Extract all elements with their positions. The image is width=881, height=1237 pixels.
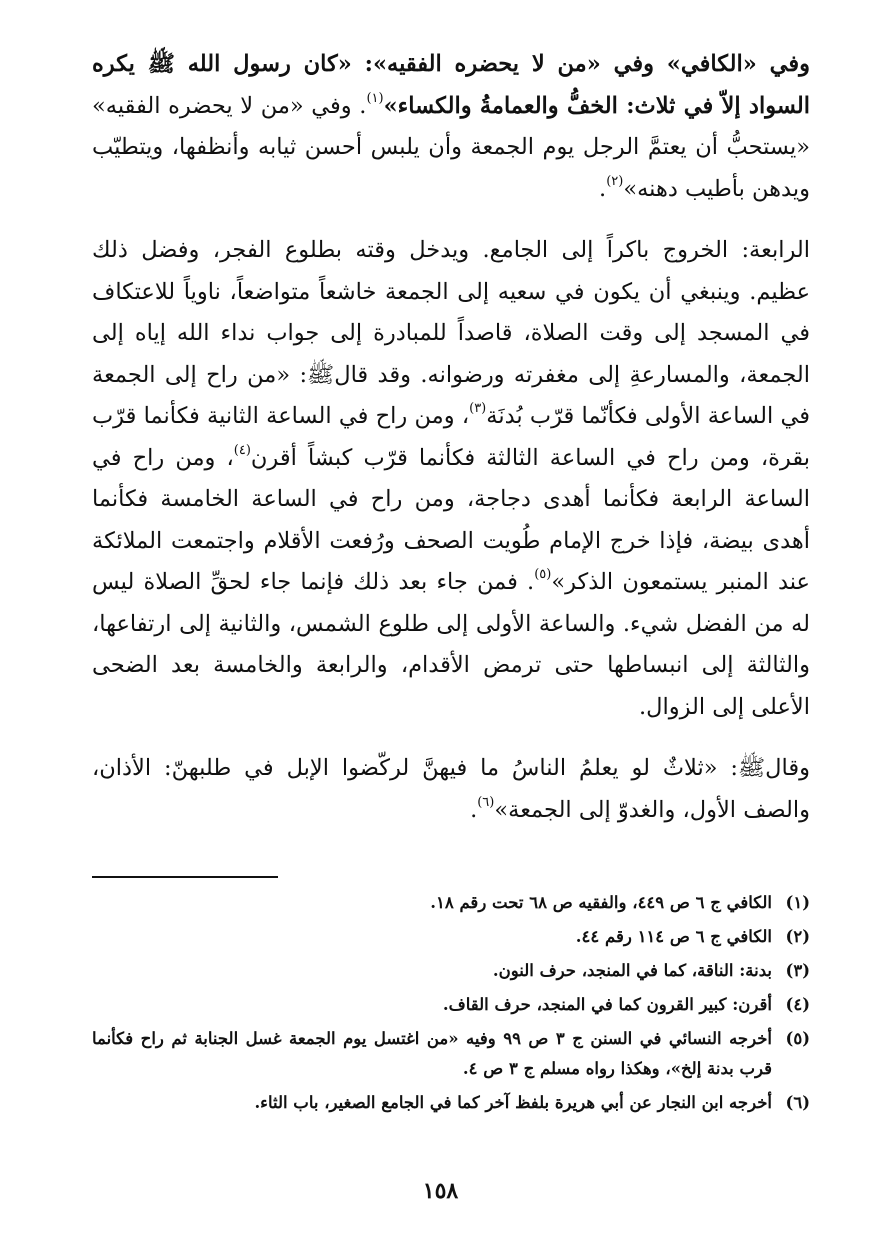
footnote-divider xyxy=(92,876,278,878)
paragraph-2-text: الرابعة: الخروج باكراً إلى الجامع. ويدخل وقته بطلوع الفجر، وفضل ذلك عظيم. وينبغي أن يكون في سعيه إلى الجمعة خاشعاً متواضعاً، ناوياً للاعتكاف في المسجد إلى وقت الصلاة، قاصداً للمبادرة إلى جواب نداء الله إياه إلى الجمعة، والمسارعةِ إلى مغفرته ورضوانه. وقد قالﷺ: «من راح إلى الجمعة في الساعة الأولى فكأنّما قرّب بُدنَة xyxy=(92,237,810,429)
footnote-1 xyxy=(92,888,810,918)
footnotes xyxy=(92,888,810,1118)
paragraph-2-text-3: ، ومن راح في الساعة الرابعة فكأنما أهدى دجاجة، ومن راح في الساعة الخامسة فكأنما أهدى بيضة، فإذا خرج الإمام طُويت الصحف ورُفعت الأقلام واجتمعت الملائكة عند المنبر يستمعون الذكر» xyxy=(92,444,810,595)
footnote-2 xyxy=(92,922,810,952)
footnote-text: أخرجه النسائي في السنن ج ٣ ص ٩٩ وفيه «من اغتسل يوم الجمعة غسل الجنابة ثم راح فكأنما قرب بدنة إلخ»، وهكذا رواه مسلم ج ٣ ص ٤. xyxy=(92,1029,772,1078)
footnote-6 xyxy=(92,1088,810,1118)
footnote-text: الكافي ج ٦ ص ٤٤٩، والفقيه ص ٦٨ تحت رقم ١٨. xyxy=(430,893,772,912)
paragraph-1-text-3: . xyxy=(599,175,607,202)
paragraph-2-text-2: ، ومن راح في الساعة الثانية فكأنما قرّب بقرة، ومن راح في الساعة الثالثة فكأنما قرّب كبشاً أقرن xyxy=(92,403,810,471)
footnote-ref-5[interactable]: (٥) xyxy=(534,567,552,582)
paragraph-1-text: وفي «الكافي» وفي «من لا يحضره الفقيه»: «كان رسول الله ﷺ يكره السواد إلاّ في ثلاث: الخفُّ والعمامةُ والكساء» xyxy=(92,51,810,119)
footnote-number: (١) xyxy=(785,893,810,912)
footnote-5 xyxy=(92,1024,810,1084)
footnote-ref-3[interactable]: (٣) xyxy=(469,401,487,416)
footnote-number: (٢) xyxy=(785,927,810,946)
paragraph-1 xyxy=(92,44,810,210)
footnote-number: (٤) xyxy=(785,995,810,1014)
footnote-text: بدنة: الناقة، كما في المنجد، حرف النون. xyxy=(492,961,772,980)
paragraph-2-text-4: . فمن جاء بعد ذلك فإنما جاء لحقِّ الصلاة ليس له من الفضل شيء. والساعة الأولى إلى طلوع الشمس، والثانية إلى ارتفاعها، والثالثة إلى انبساطها حتى ترمض الأقدام، والرابعة والخامسة بعد الضحى الأعلى إلى الزوال. xyxy=(92,569,810,720)
footnote-4 xyxy=(92,990,810,1020)
footnote-ref-1[interactable]: (١) xyxy=(366,90,384,106)
page-number: ١٥٨ xyxy=(422,1178,459,1204)
footnote-number: (٣) xyxy=(785,961,810,980)
footnote-3 xyxy=(92,956,810,986)
paragraph-3-text: وقالﷺ: «ثلاثٌ لو يعلمُ الناسُ ما فيهنَّ لركّضوا الإبل في طلبهنّ: الأذان، والصف الأول، والغدوّ إلى الجمعة» xyxy=(92,755,810,823)
footnote-text: الكافي ج ٦ ص ١١٤ رقم ٤٤. xyxy=(575,927,772,946)
footnote-ref-2[interactable]: (٢) xyxy=(606,173,624,189)
footnote-ref-6[interactable]: (٦) xyxy=(477,794,495,810)
paragraph-1-text-2: . وفي «من لا يحضره الفقيه» «يستحبُّ أن يعتمَّ الرجل يوم الجمعة وأن يلبس أحسن ثيابه وأنظفها، ويتطيّب ويدهن بأطيب دهنه» xyxy=(92,92,810,202)
footnote-number: (٦) xyxy=(785,1093,810,1112)
footnote-text: أقرن: كبير القرون كما في المنجد، حرف القاف. xyxy=(442,995,772,1014)
paragraph-2 xyxy=(92,230,810,728)
main-text xyxy=(92,44,810,831)
paragraph-3 xyxy=(92,748,810,831)
footnote-ref-4[interactable]: (٤) xyxy=(233,442,251,458)
paragraph-3-text-2: . xyxy=(470,796,478,823)
footnote-number: (٥) xyxy=(785,1029,810,1048)
footnote-text: أخرجه ابن النجار عن أبي هريرة بلفظ آخر كما في الجامع الصغير، باب الثاء. xyxy=(254,1093,772,1112)
